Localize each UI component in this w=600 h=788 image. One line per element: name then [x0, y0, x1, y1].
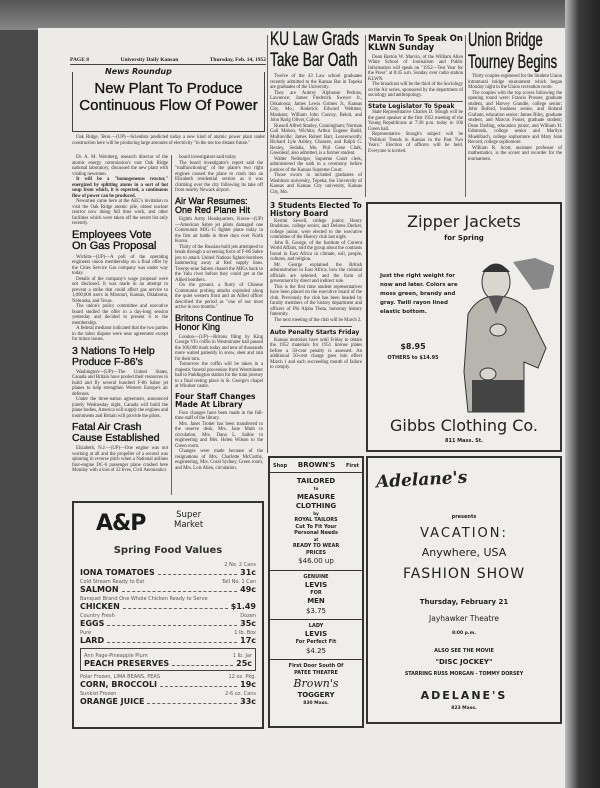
adelanes-address: 823 Mass. — [451, 706, 477, 711]
paragraph: Kermit Sewell, college junior; Henry Bradshaw, college senior, and Delores Decker, college junior, were elected to the executive committee of the History club last night. — [270, 218, 362, 241]
ap-item — [80, 630, 256, 645]
item-name: ORANGE JUICE — [80, 697, 145, 706]
adelanes-script-logo: Adelane's — [375, 467, 468, 493]
browns-ad — [268, 456, 364, 728]
headline: Fatal Air Crash Cause Established — [72, 421, 160, 445]
item-price: 19c — [240, 680, 256, 689]
paragraph: Mrs. Janet Trotter has been transferred to the reserve desk, Mrs. Jane Muth to circulation, Mrs. Dana L. Saibie to engineering and Mrs. Helen Wilson to the Green room. — [175, 421, 263, 449]
paragraph: Tomorrow the coffin will be taken in a majestic funeral procession from Westminster hall to Paddington station for the train journey to a final resting place in St. George's chapel at Windsor castle. — [175, 362, 263, 390]
headline-history: 3 Students Elected To History Board — [270, 201, 362, 218]
article-king — [175, 314, 263, 390]
headline: 3 Nations To Help Produce F-86's — [72, 344, 155, 368]
ap-market: Market — [174, 520, 204, 530]
clothing: CLOTHING — [295, 501, 337, 510]
ad-price: $8.95 — [400, 342, 426, 351]
leader-dots — [147, 699, 237, 704]
item-price: 49c — [240, 585, 256, 594]
item-name: EGGS — [80, 619, 105, 628]
at: at — [313, 536, 319, 542]
paragraph: The couples with the top scores following the opening round were: Francis Prosser, graduate student, and Harvey Grandle, college senior; John Buford, business senior, and Roland Graham, education senior; James Riley, graduate student, and Marcus Foster, graduate student; Dean Darling, education junior, and William H. Edmonds, college senior and Marilyn Muehlbach, college sophomore and Mary Jean Record, college sophomore. — [468, 90, 562, 145]
browns-name: BROWN'S — [297, 461, 336, 469]
roundup-lead — [72, 135, 265, 146]
royal-tailors: ROYAL TAILORS — [294, 517, 338, 523]
adelanes-ad — [366, 456, 562, 724]
headline: Employees Vote On Gas Proposal — [72, 228, 157, 253]
paragraph: John B. George, of the Institute of Current World Affairs, told the group about the contrasts found in East Africa in climate, soil, people, cultures, and religion. — [270, 240, 362, 263]
paragraph: State Representative Charles D. Stough will be the guest speaker at the first 1952 meeting of the Young Republicans at 7:30 p.m. today in 106 Green hall. — [368, 110, 463, 132]
ready-to-wear: READY TO WEAR — [292, 543, 340, 549]
paragraph: Dr. A. M. Weinberg, research director of the atomic energy commission's vast Oak Ridge national laboratory, discussed the new plant with visiting newsmen. — [72, 155, 168, 177]
ap-price-list — [80, 560, 256, 706]
item-name: LARD — [80, 636, 105, 645]
show-time: 8:00 p.m. — [451, 631, 477, 636]
by: by — [313, 510, 319, 516]
item-size: 1 lb. Box — [234, 630, 256, 636]
personal-needs: Personal Needs — [294, 530, 338, 536]
item-brand: Pure — [80, 630, 92, 636]
paragraph: A federal mediator indicated that the two parties in the labor dispute were near agreement except for minor issues. — [72, 326, 168, 343]
headline-penalty: Auto Penalty Starts Friday — [270, 329, 360, 337]
paper-name: University Daily Kansan — [120, 57, 179, 63]
column-rule — [465, 35, 466, 197]
item-brand: Polar Frozen, LIMA BEANS, PEAS — [80, 674, 161, 680]
item-size: 2-6 oz. Cans — [225, 691, 256, 697]
column-3 — [270, 30, 362, 452]
vacation: VACATION: — [420, 526, 508, 541]
item-price: 17c — [240, 636, 256, 645]
genuine: GENUINE — [303, 574, 329, 580]
roundup-headline: New Plant To Produce Continuous Flow Of Power — [79, 80, 258, 114]
item-size: Dozen — [240, 613, 256, 619]
browns-address: 830 Mass. — [303, 701, 329, 706]
ap-item — [80, 674, 256, 689]
headline: Four Staff Changes Made At Library — [175, 391, 256, 409]
column-1 — [72, 155, 168, 497]
roundup-box — [72, 67, 265, 132]
starring: STARRING RUSS MORGAN - TOMMY DORSEY — [404, 672, 524, 677]
ap-item — [80, 648, 256, 671]
presents: presents — [451, 514, 477, 520]
paragraph: Russell Alfred Stanley, Cunningham; Norman Gail Mahon, Wichita; Arthur Eugene Budd, Mullinville; James Robert Barr, Leavenworth; Richard Lyle Ashley, Chanute, and Ralph G. Rexley, Sedalia, Mo. Phil Gene Clark, Greenleaf, also admitted, is a former student. — [270, 123, 362, 156]
paragraph: Mr. George explained the British administration in East Africa, how the colonial officials are selected, and the form of government by direct and indirect rule. — [270, 262, 362, 285]
measure: MEASURE — [296, 492, 336, 501]
item-brand: Ann Page-Pineapple Plum — [84, 653, 148, 659]
to: to — [313, 486, 319, 491]
man-in-jacket-illustration — [458, 254, 554, 414]
page-number: PAGE 8 — [70, 57, 89, 63]
ap-ad — [72, 501, 264, 729]
patee-theatre: PATEE THEATRE — [294, 670, 338, 676]
ap-item — [80, 691, 256, 706]
item-size: 1 lb. Jar — [232, 653, 252, 659]
scan-right-edge — [565, 0, 600, 788]
item-brand: Sunkist Frozen — [80, 691, 117, 697]
paragraph: On the ground, a flurry of Chinese Communist probing attacks exploded along the quiet western front and an Allied officer described the period as "one of our most active in two months." — [175, 283, 263, 311]
headline-law: KU Law Grads Take Bar Oath — [270, 29, 359, 71]
ad-others-price: OTHERS to $14.95 — [387, 355, 439, 361]
paragraph: Details of the company's wage proposal were not disclosed. It was made in an attempt to prevent a strike that could affect gas service to 1,000,000 users in Missouri, Kansas, Oklahoma, Nebraska, and Texas. — [72, 276, 168, 304]
item-name: IONA TOMATOES — [80, 568, 155, 577]
roundup-col1 — [72, 155, 168, 227]
ap-logo: A&P — [96, 511, 146, 536]
item-size: Tall No. 1 Can — [221, 579, 256, 585]
item-price: 31c — [240, 568, 256, 577]
article-gas — [72, 230, 168, 343]
paragraph: Eighth Army Headquarters, Korea—(UP)—American Sabre jet pilots damaged one Communist MIG-15 fighter plane today in the first air battle in three days over North Korea. — [175, 217, 263, 245]
article-library — [175, 393, 263, 471]
paragraph: Washington—(UP)—The United States, Canada and Britain have pooled their resources to build and fly several hundred F-86 Sabre jet planes to help strengthen Western Europe's air defenses. — [72, 369, 168, 397]
paragraph: Under the three-nation agreement, announced jointly Wednesday night, Canada will build the plane bodies, America will supply the engines and instruments and Britain will provide the pilots. — [72, 397, 168, 419]
leader-dots — [122, 587, 238, 592]
paragraph: Wichita—(UP)—A poll of the operating engineers union membership on a final offer by the Cities Service Gas company was under way today. — [72, 254, 168, 277]
ap-item — [80, 613, 256, 628]
levis: LEVIS — [304, 581, 328, 589]
store-name: Gibbs Clothing Co. — [390, 416, 538, 435]
paragraph: It will be a "homogeneous reactor," energized by splitting atoms in a sort of hot soup from which, it is expected, a continuous flow of power can be produced. — [72, 177, 168, 199]
ap-item — [80, 562, 256, 577]
price-tailored: $46.00 up — [298, 557, 334, 565]
paragraph: The union's policy committee and executive board studied the offer in a day-long session yesterday and decided to present it to the membership. — [72, 304, 168, 326]
paragraph: Oak Ridge, Tenn.—(UP)—Scientists predicted today a new kind of atomic power plant under construction here will be producing large amounts of electricity "in the not too distant future." — [72, 135, 265, 146]
headline-legislator: State Legislator To Speak — [368, 102, 455, 110]
item-price: $1.49 — [230, 602, 256, 611]
column-rule — [171, 155, 172, 495]
adelanes-store: ADELANE'S — [420, 689, 508, 702]
paragraph: Dean Burton W. Marvin, of the William Allen White School of Journalism and Public Information will speak on "1952—Test Year for the Press" at 8:45 a.m. Sunday over radio station KLWN. — [368, 54, 463, 82]
item-size: 12 oz. Pkg. — [228, 674, 256, 680]
location: First Door South Of — [288, 663, 344, 669]
for: FOR — [310, 590, 322, 596]
headline-marvin: Marvin To Speak On KLWN Sunday — [368, 34, 463, 53]
column-marvin — [368, 35, 463, 198]
leader-dots — [172, 661, 233, 666]
also-see: ALSO SEE THE MOVIE — [434, 648, 494, 654]
tailored: TAILORED — [296, 477, 336, 485]
movie-title: "DISC JOCKEY" — [435, 658, 493, 666]
item-price: 33c — [240, 697, 256, 706]
anywhere-usa: Anywhere, USA — [421, 546, 507, 559]
column-bridge — [468, 30, 562, 198]
paragraph: The broadcast will be the third of the Sociology on the Air series, sponsored by the department of sociology and anthropology. — [368, 82, 463, 99]
issue-date: Thursday, Feb. 14, 1952 — [209, 57, 266, 63]
store-address: 811 Mass. St. — [444, 438, 483, 444]
item-size: 2 No. 2 Cans — [224, 562, 256, 568]
leader-dots — [160, 682, 237, 687]
column-2 — [175, 155, 263, 497]
paragraph: Newsmen came here at the AEC's invitation to visit the Oak Ridge atomic pile, oldest nuclear reactor now doing full time work, and other facilities which were taken off the secret list only recently. — [72, 199, 168, 226]
article-air-war — [175, 197, 263, 311]
paragraph: Elizabeth, N.J.—(UP)—One engine was not working at all and the propeller of a second was spinning in reverse pitch when a National airlines four-engine DC-6 passenger plane crashed here Monday with a loss of 32 lives, Civil Aeronautics — [72, 446, 168, 474]
leader-dots — [158, 570, 237, 575]
men: MEN — [307, 597, 325, 605]
roundup-col2 — [175, 155, 263, 194]
headline-bridge: Union Bridge Tourney Begins — [468, 30, 558, 73]
item-name: CHICKEN — [80, 602, 120, 611]
ap-super-market — [174, 510, 203, 530]
price-lady-levis: $4.25 — [305, 647, 327, 655]
paragraph: Four changes have been made in the full-time staff of the library. — [175, 410, 263, 421]
article-crash — [72, 422, 168, 474]
paragraph: Thirty of the Russian-built jets attempted to break through a screening force of F-86 Sabre jets to attack United Nations fighter-bombers hammering away at Red supply lines. Twenty-nine Sabres chased the MIGs back to the Yalu river before they could get at the Allied bombers. — [175, 244, 263, 283]
article-f86 — [72, 346, 168, 420]
price-levis-men: $3.75 — [305, 607, 327, 615]
venue: Jayhawker Theatre — [429, 614, 499, 623]
paragraph: Kansas motorists have until Friday to obtain the 1952 materials for 1951 license plates before a 50-cent penalty is assessed. An additional 50-cent charge goes into effect March 1 and each succeeding month of failure to comply. — [270, 337, 362, 371]
prices: PRICES — [305, 549, 327, 556]
lady: LADY — [308, 623, 324, 629]
shop-text: Shop — [273, 463, 288, 469]
paragraph: Thirty couples registered for the Student Union intramural bridge tournament which began Monday night in the Union recreation room. — [468, 74, 563, 90]
paragraph: Those sworn in included graduates of Washburn university, Topeka; the University of Kansas and Kansas City university, Kansas City, Mo. — [270, 173, 362, 195]
fashion-show: FASHION SHOW — [402, 566, 526, 582]
ad-copy: Just the right weight for now and later. Colors are moss green, brandy and gray. Twill rayon lined elastic bottom. — [380, 273, 458, 315]
browns-script-logo: Brown's — [293, 677, 339, 690]
paragraph: Twelve of the 43 Law school graduates recently admitted to the Kansas Bar in Topeka are graduates of the University. — [270, 74, 362, 90]
toggery: TOGGERY — [297, 691, 335, 699]
paragraph: Walter Neiburger, Supreme Court clerk, administered the oath in a ceremony before justices of the Kansas Supreme Court. — [270, 156, 362, 173]
show-date: Thursday, February 21 — [419, 598, 509, 606]
paragraph: They are Aubrey Alphonse Perkins, Lawrence; James Frederick Sweyer Jr., Oskaloosa; James Lewis Grimes Jr., Kansas City, Mo.; Roderick Edward Weltmer, Mankato; William John Conroy, Beloit, and John Rarig Oliver, Culver. — [270, 90, 362, 123]
item-name: SALMON — [80, 585, 119, 594]
paragraph: board investigators said today. — [179, 155, 237, 160]
first-text: First — [346, 463, 359, 469]
leader-dots — [107, 638, 237, 643]
scan-top-border — [0, 0, 600, 30]
column-rule — [365, 35, 366, 197]
gibbs-ad — [366, 202, 562, 452]
ap-super: Super — [176, 510, 202, 520]
ad-subtitle: for Spring — [444, 234, 484, 242]
item-name: PEACH PRESERVES — [84, 659, 170, 668]
item-price: 25c — [236, 659, 252, 668]
paragraph: London—(UP)—Britons filing by King George VI's coffin in Westminster hall passed the 300,000 mark today and tens of thousands more waited patiently in snow, sleet and rain for their turn. — [175, 334, 263, 362]
lady-levis: LEVIS — [304, 630, 328, 638]
paragraph: Representative Stough's subject will be "Political Trends in Kansas in the Past Two Years." Election of officers will be held. Everyone is invited. — [368, 132, 463, 154]
ap-item — [80, 579, 256, 594]
cut-to-fit: Cut To Fit Your — [295, 523, 337, 530]
paragraph: The board investigator's report said the "malfunctioning" of the plane's two right engines caused the plane to crash into an Elizabeth residential section as it was climbing over the city following its take off from nearby Newark airport. — [175, 160, 263, 193]
item-price: 35c — [240, 619, 256, 628]
item-brand: Country Fresh — [80, 613, 115, 619]
item-brand: Banquet Brand One Whole Chicken Ready to Serve — [80, 596, 208, 602]
ad-title: Zipper Jackets — [407, 212, 521, 231]
page-masthead — [70, 57, 266, 65]
paragraph: Changes were made because of the resignations of Mrs. Charlotte McCarthy, engineering, Mrs. Coral Sydney, Green room, and Mrs. Lois Allen, circulation. — [175, 449, 263, 471]
leader-dots — [123, 604, 228, 609]
leader-dots — [107, 621, 237, 626]
item-name: CORN, BROCCOLI — [80, 680, 158, 689]
paragraph: This is the first time student representatives have been placed on the executive board of the club. Previously the club has been headed by faculty members of the history department and officers of Phi Alpha Theta, honorary history fraternity. — [270, 284, 362, 318]
item-brand: Cold Stream Ready to Eat — [80, 579, 145, 585]
perfect-fit: For Perfect Fit — [295, 639, 337, 645]
paragraph: The next meeting of the club will be March 2. — [274, 317, 362, 323]
column-rule — [267, 35, 268, 453]
roundup-label: News Roundup — [105, 67, 172, 76]
headline: Air War Resumes: One Red Plane Hit — [175, 195, 251, 215]
ap-title: Spring Food Values — [113, 545, 223, 556]
paragraph: William R. Scott, assistant professor of mathematics, is the scorer and recorder for the tournament. — [468, 145, 562, 162]
headline: Britons Continue To Honor King — [175, 312, 254, 333]
ap-item — [80, 596, 256, 611]
